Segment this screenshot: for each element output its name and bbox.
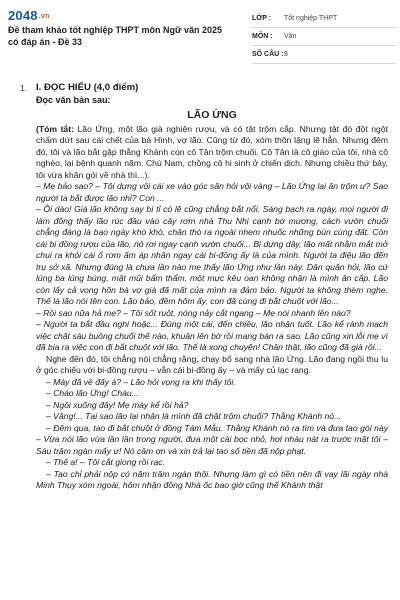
story-title: LÃO ỨNG bbox=[187, 109, 237, 121]
story-paragraph: – Ngồi xuống đây! Mẹ mày kể rồi hả? bbox=[46, 399, 189, 410]
story-paragraph: – Vâng!... Tại sao lão lại nhận là mình đã chặt trộm chuối? Thằng Khánh nó... bbox=[46, 411, 342, 421]
meta-row-subject bbox=[252, 28, 396, 46]
logo-ext: .vn bbox=[38, 13, 50, 21]
story-paragraph: – Đêm qua, tao đi bắt chuột ở đồng Tám Mẫu. Thằng Khánh nó ra tìm và đưa tao gói này – Vừa nói lão vừa lần lần trong người, đưa một cái bọc nhỏ, hơi nhàu nát ra trước mặt tôi – Sáu trăm ngàn mấy ư! Nó cầm ơn và xin trả lại tao số tiền đã nộp phạt. bbox=[36, 422, 388, 456]
meta-value: Tốt nghiệp THPT bbox=[284, 15, 338, 22]
meta-row-class bbox=[252, 10, 396, 28]
meta-label: MÔN : bbox=[252, 33, 273, 40]
question-body bbox=[36, 82, 388, 492]
page-header bbox=[0, 0, 400, 68]
story-summary bbox=[36, 124, 388, 182]
story-paragraph: – Rồi sao nữa hả mẹ? – Tôi sốt ruột, nóng nảy cắt ngang – Mẹ nói nhanh lên nào? bbox=[36, 307, 351, 318]
meta-label: SỐ CÂU : bbox=[252, 51, 284, 58]
summary-text: Lão Ứng, một lão già nghiện rượu, và có tật trộm cắp. Nhưng tật đó đột ngột chấm dứt sau cái chết của bà Hình, vợ lão. Cũng từ đó, xóm thôn lặng lẽ hẳn. Nhưng đêm đó, tôi và lão bắt gặp thằng Khánh con cô Tân trộm chuối. Cô Tân là cô giáo của tôi, nhà cô nghèo, lại bệnh quanh năm. Chú Nam, chồng cô hi sinh ở chiến dịch. Nhưng chiều thứ bảy, tôi vừa khăn gói về nhà thì...). bbox=[36, 123, 389, 180]
meta-value: 8 bbox=[284, 51, 288, 58]
summary-label: (Tóm tắt: bbox=[36, 123, 74, 134]
question-number: 1. bbox=[20, 83, 28, 93]
exam-title: Đề tham khảo tốt nghiệp THPT môn Ngữ văn 2025 có đáp án - Đề 33 bbox=[8, 25, 223, 47]
logo-text: 2048 bbox=[8, 8, 38, 23]
story-paragraph: – Tao chỉ phải nộp có năm trăm ngàn thôi. Nhưng làm gì có tiền nên đi vay lãi ngày nhà Minh Thụy xóm ngoài, hôm nhận đồng Nhà ốc bao giờ cũng thế Khánh thật bbox=[36, 468, 388, 490]
meta-value: Văn bbox=[284, 33, 297, 40]
story-paragraph: – Ôi dào! Giá lão không say bí tỉ có lẽ cũng chẳng bắt nổi. Sáng bạch ra ngày, mọi người đi làm đồng thấy lão rúc đầu vào cây rơm nhà Thu Nhị cạnh bờ mương, cách vườn chuối chẳng đáng là bao ngáy khò khò, chân thò ra ngoài nhem nhuốc những bùn cùng đất. Còn cái bị đồng rượu của lão, nó rơi ngay cạnh vườn chuối... Bị dựng dây, lão mất nhằm mắt mở chui ra khỏi cái ổ rơm ấm áp nhăn ngay cái bi-đồng ấy là của mình. Người ta điệu lão đến trụ sở xã. Nhưng đúng là chưa lần nào mẹ thấy lão Ứng như lần này. Dân quân hỏi, lão cứ lúng ba lúng búng, mặt mũi bẩm thẩm, một mực kêu oan không nhận là mình ăn cắp. Lão còn lấy cả vong hồn bà vợ già đã mất của mình ra đảm bảo. Người ta không thèm nghe. Thế là lão nói tên con. Lão bảo, đêm hôm ấy, con đã cùng đi bắt chuột với lão... bbox=[36, 204, 388, 306]
question-block bbox=[22, 82, 388, 492]
meta-row-count bbox=[252, 46, 396, 64]
story-paragraph: – Mày đã về đấy à? – Lão hỏi vọng ra khi thấy tôi. bbox=[46, 376, 236, 387]
reading-instruction: Đọc văn bản sau: bbox=[36, 94, 111, 105]
story-paragraph: – Thế ạ! – Tôi cắt giọng rồi rạc. bbox=[46, 457, 165, 467]
site-logo[interactable] bbox=[8, 8, 49, 23]
section-title: I. ĐỌC HIỂU (4,0 điểm) bbox=[36, 82, 139, 93]
story-paragraph: – Người ta bắt đầu nghi hoặc... Đúng một cái, đến chiều, lão nhận tuốt. Lão kể rành mạch việc chặt sáu buồng chuối thế nào, khuân lên bờ rồi mang bán ra sao. Lão cũng xin lỗi mẹ vì đã bịa ra việc con đi bắt chuột với lão. Thế là xong chuyện! Chân thật, lão cũng đã già rồi... bbox=[36, 319, 388, 352]
story-paragraph: – Mẹ bảo sao? – Tôi dựng vội cái xe vào góc sân hỏi vội vàng – Lão Ứng lại ăn trộm ư? Sao người ta bắt được lão nhỉ? Con ... bbox=[36, 181, 388, 203]
exam-meta bbox=[252, 10, 396, 64]
meta-label: LỚP : bbox=[252, 15, 272, 22]
story-paragraph: – Cháo lão Ứng! Cháu... bbox=[46, 388, 139, 398]
story-paragraph: Nghe đến đó, tôi chẳng nói chẳng rằng, chạy bổ sang nhà lão Ứng. Lão đang ngồi thu lu ở góc chiếu với bi-đồng rượu – vẫn cái bi-đồng ấy – và mấy củ lạc rang. bbox=[36, 353, 388, 375]
story-paragraphs bbox=[36, 181, 388, 492]
